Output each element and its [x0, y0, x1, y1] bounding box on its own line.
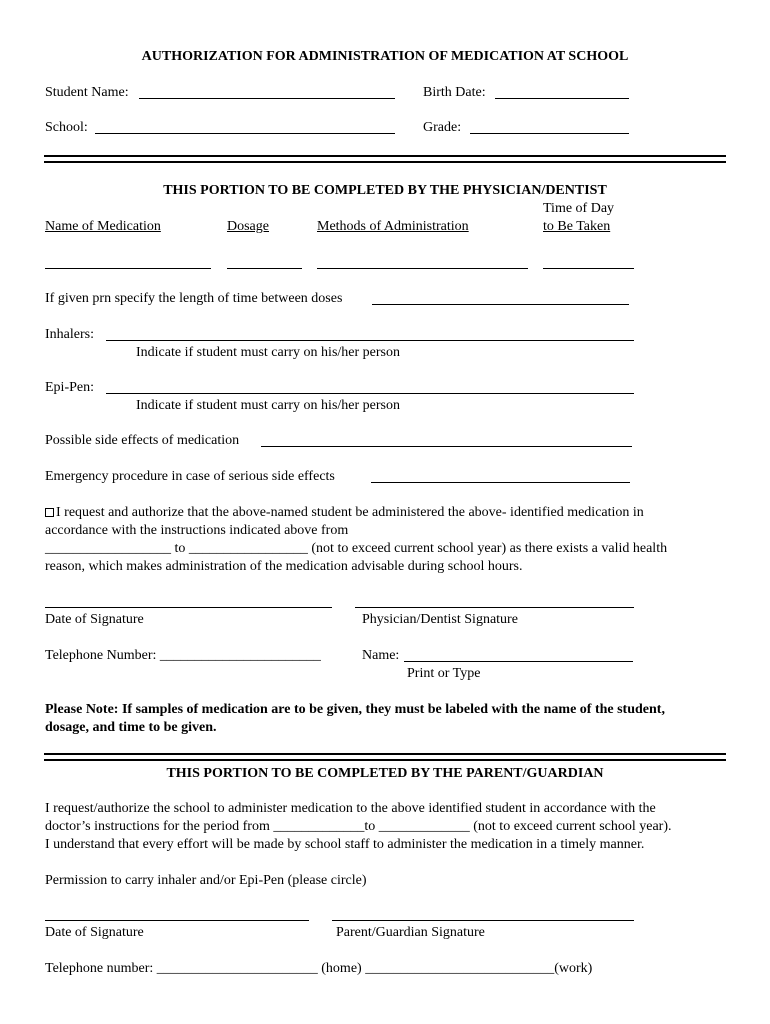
authorize-text-line4: reason, which makes administration of the medication advisable during school hours.	[45, 559, 523, 574]
dosage-header: Dosage	[227, 219, 269, 234]
print-or-type-label: Print or Type	[407, 666, 481, 681]
parent-section-heading: THIS PORTION TO BE COMPLETED BY THE PARENT/GUARDIAN	[166, 766, 604, 781]
emergency-procedure-field[interactable]	[371, 482, 630, 483]
time-to-be-taken-header: to Be Taken	[543, 219, 611, 234]
section-divider	[44, 155, 726, 157]
physician-signature-field[interactable]	[355, 607, 634, 608]
epipen-label: Epi-Pen:	[45, 380, 94, 395]
school-label: School:	[45, 120, 88, 135]
prn-label: If given prn specify the length of time between doses	[45, 291, 343, 306]
grade-label: Grade:	[423, 120, 462, 135]
school-field[interactable]	[95, 133, 395, 134]
medication-name-field[interactable]	[45, 268, 211, 269]
form-title: AUTHORIZATION FOR ADMINISTRATION OF MEDICATION AT SCHOOL	[141, 49, 629, 64]
authorize-text-line2: accordance with the instructions indicated above from	[45, 523, 349, 538]
section-divider	[44, 759, 726, 761]
time-field[interactable]	[543, 268, 634, 269]
student-name-label: Student Name:	[45, 85, 129, 100]
inhalers-note: Indicate if student must carry on his/her person	[136, 345, 400, 360]
student-name-field[interactable]	[139, 98, 395, 99]
methods-field[interactable]	[317, 268, 528, 269]
authorize-checkbox[interactable]	[45, 508, 54, 517]
parent-date-signature-field[interactable]	[45, 920, 309, 921]
physician-date-signature-field[interactable]	[45, 607, 332, 608]
grade-field[interactable]	[470, 133, 629, 134]
birth-date-field[interactable]	[495, 98, 629, 99]
section-divider	[44, 753, 726, 755]
please-note-line2: dosage, and time to be given.	[45, 720, 217, 735]
time-of-day-header: Time of Day	[543, 201, 615, 216]
parent-telephone-label: Telephone number: _______________________ (home) ___________________________(work)	[45, 961, 593, 976]
permission-label: Permission to carry inhaler and/or Epi-Pen (please circle)	[45, 873, 367, 888]
medication-name-header: Name of Medication	[45, 219, 161, 234]
physician-signature-label: Physician/Dentist Signature	[362, 612, 518, 627]
parent-signature-label: Parent/Guardian Signature	[336, 925, 485, 940]
prn-field[interactable]	[372, 304, 629, 305]
physician-telephone-label: Telephone Number: _______________________	[45, 648, 321, 663]
emergency-procedure-label: Emergency procedure in case of serious side effects	[45, 469, 335, 484]
birth-date-label: Birth Date:	[423, 85, 486, 100]
methods-header: Methods of Administration	[317, 219, 469, 234]
inhalers-label: Inhalers:	[45, 327, 94, 342]
dosage-field[interactable]	[227, 268, 302, 269]
parent-date-signature-label: Date of Signature	[45, 925, 144, 940]
side-effects-label: Possible side effects of medication	[45, 433, 240, 448]
inhalers-field[interactable]	[106, 340, 634, 341]
authorize-text-line1: I request and authorize that the above-named student be administered the above- identified medication in	[56, 505, 644, 520]
physician-name-label: Name:	[362, 648, 400, 663]
side-effects-field[interactable]	[261, 446, 632, 447]
please-note-line1: Please Note: If samples of medication are to be given, they must be labeled with the name of the student,	[45, 702, 665, 717]
parent-signature-field[interactable]	[332, 920, 634, 921]
epipen-note: Indicate if student must carry on his/her person	[136, 398, 400, 413]
parent-paragraph-line1: I request/authorize the school to administer medication to the above identified student in accordance with the	[45, 801, 656, 816]
physician-date-signature-label: Date of Signature	[45, 612, 144, 627]
parent-paragraph-line3: I understand that every effort will be made by school staff to administer the medication in a timely manner.	[45, 837, 645, 852]
authorize-text-line3: __________________ to _________________ (not to exceed current school year) as there exists a valid health	[45, 541, 668, 556]
physician-section-heading: THIS PORTION TO BE COMPLETED BY THE PHYSICIAN/DENTIST	[163, 183, 607, 198]
physician-name-field[interactable]	[404, 661, 633, 662]
parent-paragraph-line2: doctor’s instructions for the period from _____________to _____________ (not to exceed current school year).	[45, 819, 672, 834]
section-divider	[44, 161, 726, 163]
epipen-field[interactable]	[106, 393, 634, 394]
